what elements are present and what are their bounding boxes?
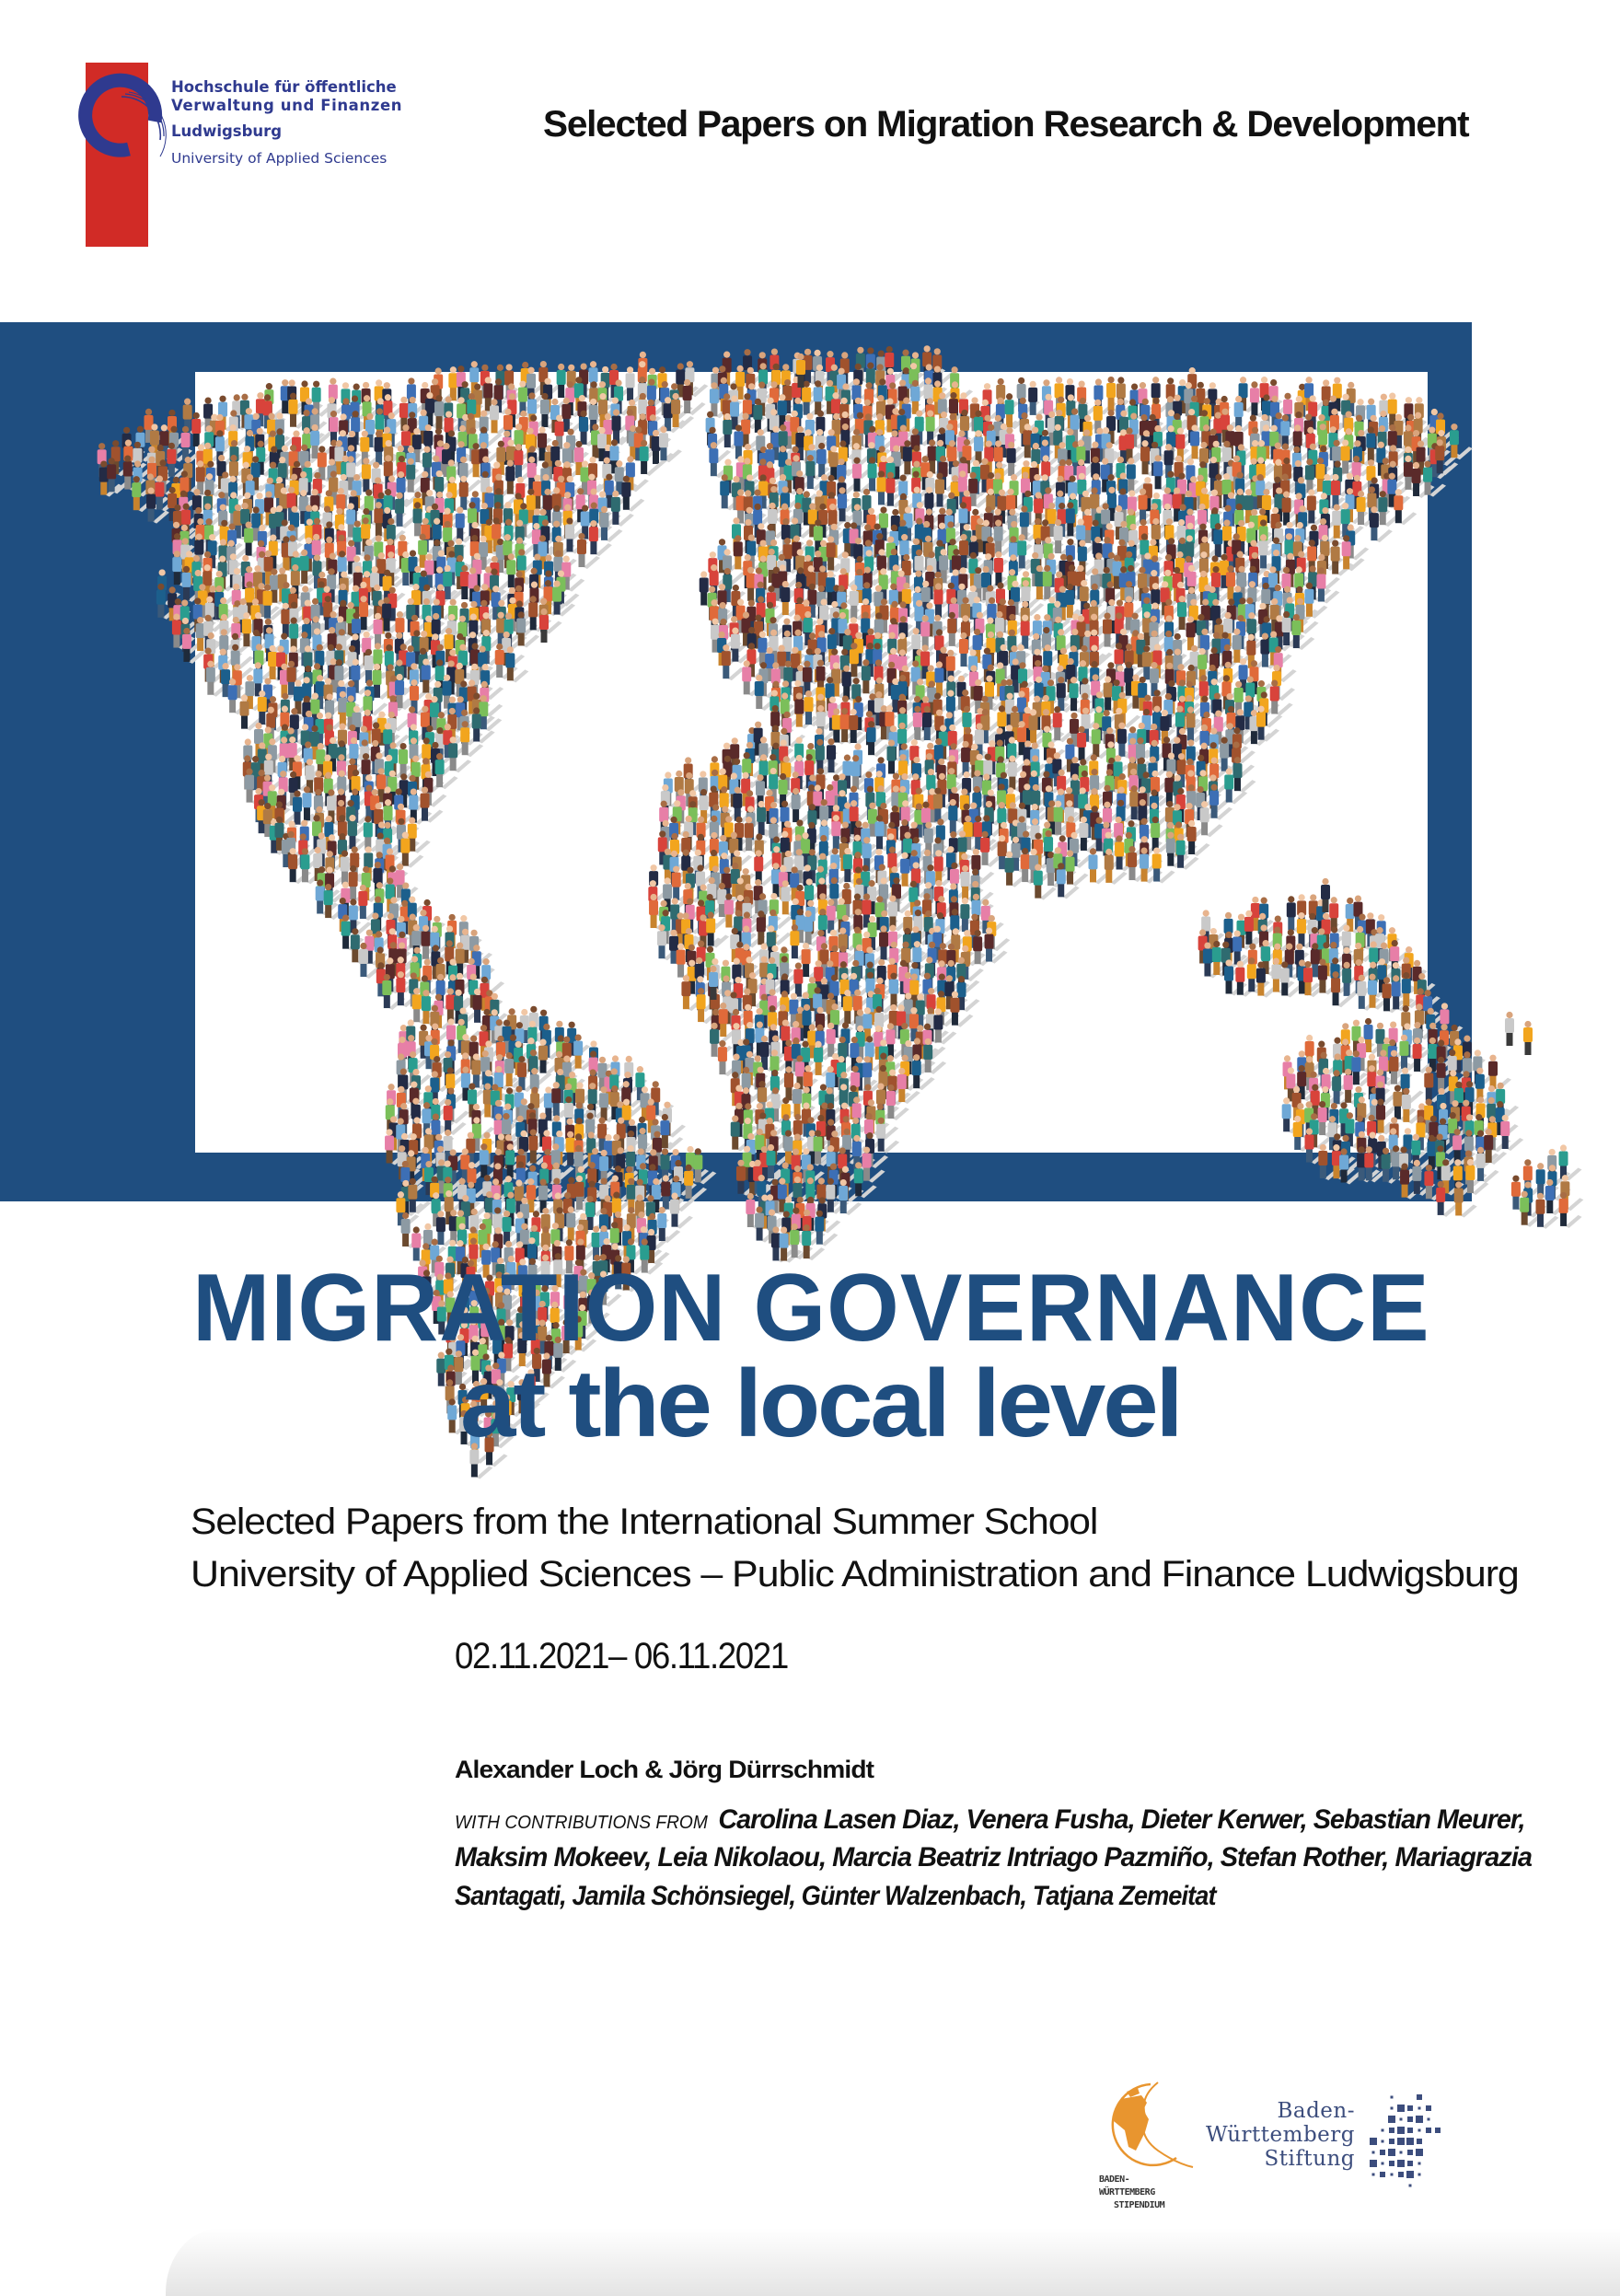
logo-dot (1372, 2151, 1375, 2154)
logo-dot (1407, 2150, 1413, 2155)
editors: Alexander Loch & Jörg Dürrschmidt (455, 1756, 874, 1783)
subtitle-line2: University of Applied Sciences – Public Administration and Finance Ludwigsburg (191, 1554, 1519, 1594)
logo-dot (1391, 2174, 1394, 2176)
series-title: Selected Papers on Migration Research & Development (543, 104, 1469, 145)
logo-dot (1417, 2139, 1422, 2144)
subtitle-line1: Selected Papers from the International Summer School (191, 1502, 1098, 1542)
logo-dot (1418, 2129, 1421, 2132)
logo-dot (1409, 2185, 1412, 2187)
logo-dot (1382, 2140, 1384, 2143)
institution-name-line4: University of Applied Sciences (171, 150, 388, 167)
main-title-line2: at the local level (460, 1351, 1181, 1457)
stiftung-text-line1: Baden- (1277, 2099, 1355, 2123)
logo-dot (1426, 2105, 1431, 2111)
logo-dot (1382, 2163, 1384, 2165)
logo-dot (1388, 2149, 1395, 2156)
globe-africa-europe-icon (1094, 2079, 1195, 2171)
logo-dot (1380, 2172, 1385, 2177)
logo-dot (1398, 2172, 1404, 2177)
logo-dot (1406, 2138, 1414, 2145)
logo-dot (1388, 2116, 1395, 2123)
person-figure (1450, 423, 1473, 459)
logo-dot (1372, 2174, 1375, 2176)
person-figure (683, 379, 706, 415)
logo-dot (1416, 2116, 1423, 2123)
event-dates: 02.11.2021– 06.11.2021 (455, 1636, 788, 1676)
institution-name-line3: Ludwigsburg (171, 122, 283, 140)
logo-dot (1370, 2138, 1377, 2145)
bw-stiftung-logo (1208, 2082, 1465, 2221)
person-figure (659, 426, 682, 462)
contributors-names-1: Carolina Lasen Diaz, Venera Fusha, Dieter Kerwer, Sebastian Meurer, (718, 1804, 1525, 1835)
logo-dot (1416, 2149, 1423, 2156)
logo-dot (1406, 2171, 1414, 2178)
person-figure (1505, 1012, 1514, 1046)
stipendium-text-line2: WÜRTTEMBERG (1099, 2187, 1155, 2197)
logo-dot (1428, 2118, 1430, 2121)
world-map-people-illustration (0, 304, 1620, 1132)
logo-dot (1370, 2160, 1377, 2167)
stipendium-text-line3: STIPENDIUM (1114, 2200, 1165, 2210)
logo-dot (1400, 2151, 1403, 2154)
logo-dot (1397, 2127, 1405, 2134)
logo-dot (1380, 2150, 1385, 2155)
logo-dot (1407, 2105, 1413, 2111)
logo-dot (1389, 2128, 1394, 2133)
contributors-line1 (455, 1804, 1525, 1836)
stiftung-text-line3: Stiftung (1264, 2147, 1355, 2171)
stiftung-text-line2: Württemberg (1206, 2123, 1355, 2147)
logo-dot (1382, 2129, 1384, 2132)
logo-dot (1391, 2096, 1394, 2099)
institution-name-line2: Verwaltung und Finanzen (171, 97, 403, 114)
dot-grid-icon (1369, 2092, 1452, 2202)
logo-dot (1426, 2128, 1431, 2133)
logo-ring-icon (64, 74, 175, 184)
logo-dot (1389, 2161, 1394, 2166)
logo-dot (1397, 2105, 1405, 2112)
logo-dot (1407, 2161, 1413, 2166)
person-figure (1559, 1144, 1582, 1180)
logo-dot (1407, 2116, 1413, 2122)
institution-name-line1: Hochschule für öffentliche (171, 78, 397, 96)
logo-dot (1418, 2174, 1421, 2176)
contributors-line2: Maksim Mokeev, Leia Nikolaou, Marcia Beatriz Intriago Pazmiño, Stefan Rother, Mariagrazia (455, 1842, 1533, 1873)
stipendium-text-line1: BADEN- (1099, 2174, 1130, 2185)
person-figure (1523, 1021, 1533, 1055)
institution-logo (55, 55, 423, 258)
logo-dot (1417, 2094, 1422, 2100)
main-title-line1: MIGRATION GOVERNANCE (192, 1255, 1430, 1362)
logo-dot (1400, 2118, 1403, 2121)
bw-stipendium-logo (1094, 2079, 1195, 2226)
page-shadow (166, 2228, 1620, 2296)
person-figure (1321, 878, 1330, 912)
logo-dot (1397, 2138, 1405, 2145)
logo-dot (1418, 2107, 1421, 2110)
person-figure (505, 646, 528, 682)
person-figure (1500, 1115, 1523, 1151)
logo-dot (1389, 2139, 1394, 2144)
contributions-lead: WITH CONTRIBUTIONS FROM (455, 1813, 708, 1833)
logo-dot (1391, 2107, 1394, 2110)
contributors-line3: Santagati, Jamila Schönsiegel, Günter Walzenbach, Tatjana Zemeitat (455, 1881, 1216, 1911)
logo-dot (1435, 2128, 1441, 2133)
logo-dot (1397, 2160, 1405, 2167)
logo-dot (1407, 2128, 1413, 2133)
logo-dot (1418, 2163, 1421, 2165)
